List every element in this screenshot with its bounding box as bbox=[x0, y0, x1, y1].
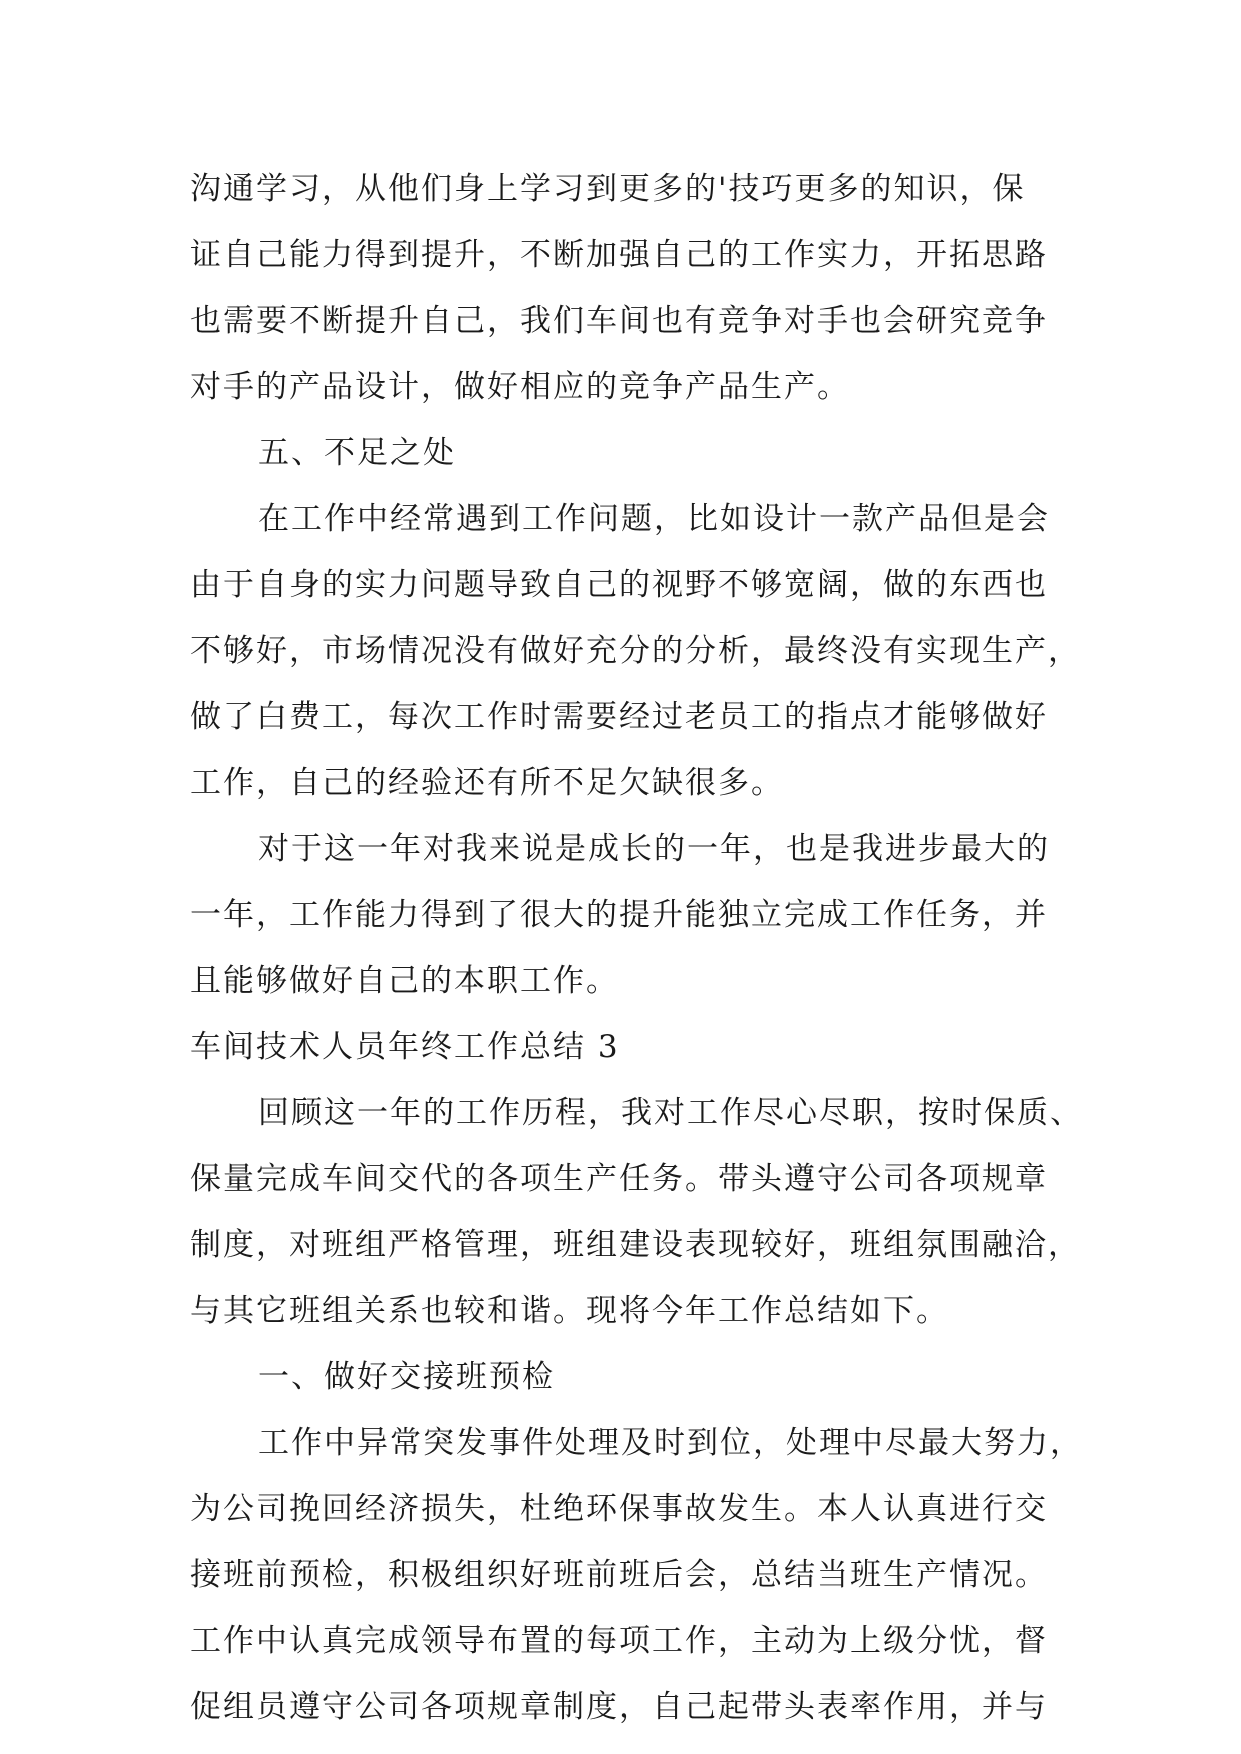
text-line: 制度，对班组严格管理，班组建设表现较好，班组氛围融洽， bbox=[190, 1227, 1081, 1263]
text-line: 为公司挽回经济损失，杜绝环保事故发生。本人认真进行交 bbox=[190, 1491, 1048, 1527]
document-body bbox=[190, 156, 1083, 1740]
text-line: 不够好，市场情况没有做好充分的分析，最终没有实现生产， bbox=[190, 633, 1081, 669]
text-line: 工作，自己的经验还有所不足欠缺很多。 bbox=[190, 765, 784, 801]
text-line: 对手的产品设计，做好相应的竞争产品生产。 bbox=[190, 369, 850, 405]
text-line: 也需要不断提升自己，我们车间也有竞争对手也会研究竞争 bbox=[190, 303, 1048, 339]
text-line: 在工作中经常遇到工作问题，比如设计一款产品但是会 bbox=[258, 501, 1050, 537]
text-line: 工作中异常突发事件处理及时到位，处理中尽最大努力， bbox=[258, 1425, 1083, 1461]
text-line: 车间技术人员年终工作总结 3 bbox=[190, 1029, 620, 1065]
text-line: 沟通学习，从他们身上学习到更多的'技巧更多的知识，保 bbox=[190, 171, 1026, 207]
text-line: 一、做好交接班预检 bbox=[258, 1359, 555, 1395]
text-line: 做了白费工，每次工作时需要经过老员工的指点才能够做好 bbox=[190, 699, 1048, 735]
text-line: 回顾这一年的工作历程，我对工作尽心尽职，按时保质、 bbox=[258, 1095, 1083, 1131]
text-line: 促组员遵守公司各项规章制度，自己起带头表率作用，并与 bbox=[190, 1689, 1048, 1725]
text-line: 证自己能力得到提升，不断加强自己的工作实力，开拓思路 bbox=[190, 237, 1048, 273]
text-line: 且能够做好自己的本职工作。 bbox=[190, 963, 619, 999]
text-line: 一年，工作能力得到了很大的提升能独立完成工作任务，并 bbox=[190, 897, 1048, 933]
text-line: 对于这一年对我来说是成长的一年，也是我进步最大的 bbox=[258, 831, 1050, 867]
text-line: 工作中认真完成领导布置的每项工作，主动为上级分忧，督 bbox=[190, 1623, 1048, 1659]
text-line: 五、不足之处 bbox=[258, 435, 456, 471]
text-line: 与其它班组关系也较和谐。现将今年工作总结如下。 bbox=[190, 1293, 949, 1329]
text-line: 由于自身的实力问题导致自己的视野不够宽阔，做的东西也 bbox=[190, 567, 1048, 603]
text-line: 接班前预检，积极组织好班前班后会，总结当班生产情况。 bbox=[190, 1557, 1048, 1593]
text-line: 保量完成车间交代的各项生产任务。带头遵守公司各项规章 bbox=[190, 1161, 1048, 1197]
